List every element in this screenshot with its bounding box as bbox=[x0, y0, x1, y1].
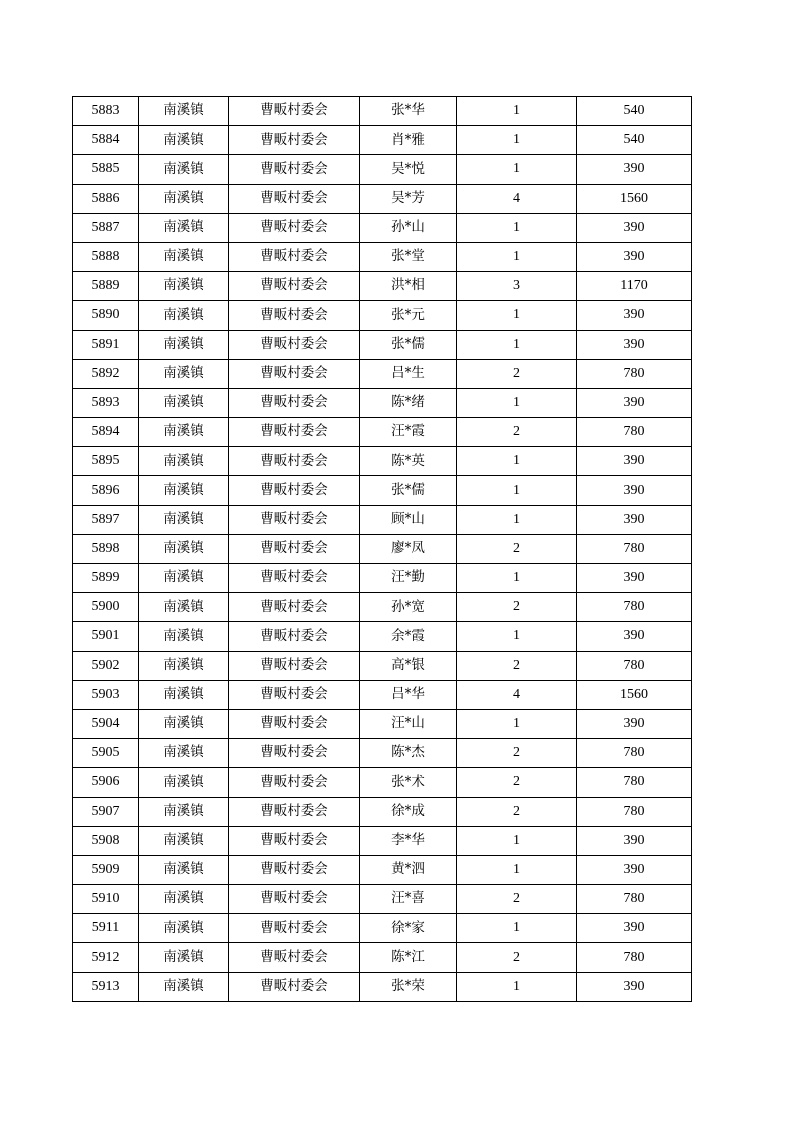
table-row bbox=[73, 564, 692, 593]
cell-person-name: 徐*成 bbox=[360, 797, 457, 826]
cell-town: 南溪镇 bbox=[139, 534, 229, 563]
cell-town: 南溪镇 bbox=[139, 242, 229, 271]
cell-amount: 390 bbox=[577, 301, 692, 330]
cell-village-committee: 曹畈村委会 bbox=[229, 272, 360, 301]
cell-serial-number: 5901 bbox=[73, 622, 139, 651]
cell-town: 南溪镇 bbox=[139, 943, 229, 972]
cell-household-count: 1 bbox=[457, 126, 577, 155]
cell-person-name: 张*荣 bbox=[360, 972, 457, 1001]
cell-serial-number: 5913 bbox=[73, 972, 139, 1001]
cell-village-committee: 曹畈村委会 bbox=[229, 155, 360, 184]
cell-amount: 540 bbox=[577, 97, 692, 126]
cell-amount: 390 bbox=[577, 330, 692, 359]
cell-household-count: 1 bbox=[457, 388, 577, 417]
cell-household-count: 1 bbox=[457, 97, 577, 126]
cell-village-committee: 曹畈村委会 bbox=[229, 826, 360, 855]
cell-person-name: 陈*绪 bbox=[360, 388, 457, 417]
cell-village-committee: 曹畈村委会 bbox=[229, 680, 360, 709]
table-row bbox=[73, 126, 692, 155]
cell-person-name: 廖*凤 bbox=[360, 534, 457, 563]
roster-table-body bbox=[73, 97, 692, 1002]
cell-town: 南溪镇 bbox=[139, 447, 229, 476]
cell-town: 南溪镇 bbox=[139, 914, 229, 943]
table-row bbox=[73, 330, 692, 359]
cell-serial-number: 5910 bbox=[73, 885, 139, 914]
cell-serial-number: 5903 bbox=[73, 680, 139, 709]
cell-town: 南溪镇 bbox=[139, 972, 229, 1001]
cell-amount: 780 bbox=[577, 797, 692, 826]
cell-village-committee: 曹畈村委会 bbox=[229, 505, 360, 534]
cell-village-committee: 曹畈村委会 bbox=[229, 739, 360, 768]
cell-person-name: 张*元 bbox=[360, 301, 457, 330]
table-row bbox=[73, 797, 692, 826]
cell-person-name: 洪*相 bbox=[360, 272, 457, 301]
cell-town: 南溪镇 bbox=[139, 184, 229, 213]
cell-household-count: 2 bbox=[457, 359, 577, 388]
cell-village-committee: 曹畈村委会 bbox=[229, 768, 360, 797]
cell-serial-number: 5908 bbox=[73, 826, 139, 855]
cell-town: 南溪镇 bbox=[139, 97, 229, 126]
cell-serial-number: 5899 bbox=[73, 564, 139, 593]
cell-household-count: 2 bbox=[457, 885, 577, 914]
cell-serial-number: 5911 bbox=[73, 914, 139, 943]
cell-village-committee: 曹畈村委会 bbox=[229, 447, 360, 476]
cell-serial-number: 5883 bbox=[73, 97, 139, 126]
cell-amount: 780 bbox=[577, 943, 692, 972]
table-row bbox=[73, 97, 692, 126]
table-row bbox=[73, 855, 692, 884]
cell-village-committee: 曹畈村委会 bbox=[229, 564, 360, 593]
cell-person-name: 汪*山 bbox=[360, 709, 457, 738]
cell-household-count: 2 bbox=[457, 768, 577, 797]
cell-amount: 780 bbox=[577, 739, 692, 768]
cell-amount: 540 bbox=[577, 126, 692, 155]
cell-serial-number: 5886 bbox=[73, 184, 139, 213]
cell-town: 南溪镇 bbox=[139, 418, 229, 447]
cell-amount: 390 bbox=[577, 476, 692, 505]
cell-serial-number: 5896 bbox=[73, 476, 139, 505]
cell-household-count: 1 bbox=[457, 914, 577, 943]
cell-person-name: 高*银 bbox=[360, 651, 457, 680]
table-row bbox=[73, 593, 692, 622]
table-row bbox=[73, 534, 692, 563]
table-row bbox=[73, 388, 692, 417]
cell-household-count: 1 bbox=[457, 242, 577, 271]
cell-person-name: 陈*杰 bbox=[360, 739, 457, 768]
cell-village-committee: 曹畈村委会 bbox=[229, 418, 360, 447]
cell-town: 南溪镇 bbox=[139, 855, 229, 884]
cell-person-name: 陈*英 bbox=[360, 447, 457, 476]
table-row bbox=[73, 301, 692, 330]
cell-village-committee: 曹畈村委会 bbox=[229, 593, 360, 622]
cell-town: 南溪镇 bbox=[139, 709, 229, 738]
cell-amount: 390 bbox=[577, 447, 692, 476]
cell-amount: 780 bbox=[577, 359, 692, 388]
cell-serial-number: 5893 bbox=[73, 388, 139, 417]
cell-amount: 390 bbox=[577, 155, 692, 184]
cell-serial-number: 5888 bbox=[73, 242, 139, 271]
cell-household-count: 4 bbox=[457, 680, 577, 709]
table-row bbox=[73, 447, 692, 476]
cell-village-committee: 曹畈村委会 bbox=[229, 885, 360, 914]
cell-village-committee: 曹畈村委会 bbox=[229, 651, 360, 680]
cell-village-committee: 曹畈村委会 bbox=[229, 242, 360, 271]
cell-town: 南溪镇 bbox=[139, 797, 229, 826]
cell-household-count: 4 bbox=[457, 184, 577, 213]
cell-town: 南溪镇 bbox=[139, 768, 229, 797]
table-row bbox=[73, 709, 692, 738]
cell-household-count: 3 bbox=[457, 272, 577, 301]
cell-serial-number: 5892 bbox=[73, 359, 139, 388]
cell-village-committee: 曹畈村委会 bbox=[229, 943, 360, 972]
cell-amount: 1560 bbox=[577, 184, 692, 213]
cell-town: 南溪镇 bbox=[139, 272, 229, 301]
cell-household-count: 1 bbox=[457, 447, 577, 476]
cell-serial-number: 5884 bbox=[73, 126, 139, 155]
cell-town: 南溪镇 bbox=[139, 885, 229, 914]
cell-person-name: 张*儒 bbox=[360, 476, 457, 505]
cell-town: 南溪镇 bbox=[139, 826, 229, 855]
cell-household-count: 2 bbox=[457, 593, 577, 622]
cell-village-committee: 曹畈村委会 bbox=[229, 359, 360, 388]
cell-person-name: 肖*雅 bbox=[360, 126, 457, 155]
cell-serial-number: 5912 bbox=[73, 943, 139, 972]
cell-serial-number: 5900 bbox=[73, 593, 139, 622]
cell-serial-number: 5906 bbox=[73, 768, 139, 797]
cell-household-count: 2 bbox=[457, 797, 577, 826]
cell-person-name: 孙*山 bbox=[360, 213, 457, 242]
cell-amount: 780 bbox=[577, 768, 692, 797]
cell-person-name: 张*儒 bbox=[360, 330, 457, 359]
cell-amount: 390 bbox=[577, 826, 692, 855]
cell-village-committee: 曹畈村委会 bbox=[229, 388, 360, 417]
cell-village-committee: 曹畈村委会 bbox=[229, 301, 360, 330]
table-row bbox=[73, 680, 692, 709]
cell-person-name: 汪*喜 bbox=[360, 885, 457, 914]
cell-serial-number: 5891 bbox=[73, 330, 139, 359]
cell-town: 南溪镇 bbox=[139, 126, 229, 155]
table-row bbox=[73, 359, 692, 388]
roster-table bbox=[72, 96, 692, 1002]
cell-town: 南溪镇 bbox=[139, 330, 229, 359]
cell-person-name: 张*术 bbox=[360, 768, 457, 797]
cell-person-name: 李*华 bbox=[360, 826, 457, 855]
cell-town: 南溪镇 bbox=[139, 593, 229, 622]
cell-town: 南溪镇 bbox=[139, 213, 229, 242]
cell-village-committee: 曹畈村委会 bbox=[229, 534, 360, 563]
cell-village-committee: 曹畈村委会 bbox=[229, 709, 360, 738]
cell-person-name: 吕*生 bbox=[360, 359, 457, 388]
cell-serial-number: 5890 bbox=[73, 301, 139, 330]
cell-household-count: 2 bbox=[457, 534, 577, 563]
cell-village-committee: 曹畈村委会 bbox=[229, 213, 360, 242]
cell-town: 南溪镇 bbox=[139, 739, 229, 768]
cell-household-count: 1 bbox=[457, 709, 577, 738]
cell-person-name: 徐*家 bbox=[360, 914, 457, 943]
table-row bbox=[73, 476, 692, 505]
cell-household-count: 2 bbox=[457, 943, 577, 972]
cell-serial-number: 5895 bbox=[73, 447, 139, 476]
cell-household-count: 1 bbox=[457, 564, 577, 593]
cell-household-count: 1 bbox=[457, 155, 577, 184]
cell-serial-number: 5905 bbox=[73, 739, 139, 768]
table-row bbox=[73, 826, 692, 855]
cell-village-committee: 曹畈村委会 bbox=[229, 797, 360, 826]
cell-household-count: 2 bbox=[457, 739, 577, 768]
cell-person-name: 顾*山 bbox=[360, 505, 457, 534]
cell-amount: 780 bbox=[577, 651, 692, 680]
cell-person-name: 吴*芳 bbox=[360, 184, 457, 213]
cell-town: 南溪镇 bbox=[139, 388, 229, 417]
cell-household-count: 1 bbox=[457, 622, 577, 651]
cell-household-count: 2 bbox=[457, 651, 577, 680]
cell-amount: 390 bbox=[577, 213, 692, 242]
table-row bbox=[73, 505, 692, 534]
table-row bbox=[73, 213, 692, 242]
cell-town: 南溪镇 bbox=[139, 301, 229, 330]
cell-amount: 1560 bbox=[577, 680, 692, 709]
cell-amount: 780 bbox=[577, 534, 692, 563]
cell-person-name: 汪*霞 bbox=[360, 418, 457, 447]
table-row bbox=[73, 885, 692, 914]
cell-amount: 390 bbox=[577, 972, 692, 1001]
cell-household-count: 2 bbox=[457, 418, 577, 447]
cell-town: 南溪镇 bbox=[139, 564, 229, 593]
table-row bbox=[73, 768, 692, 797]
cell-town: 南溪镇 bbox=[139, 359, 229, 388]
cell-person-name: 张*堂 bbox=[360, 242, 457, 271]
cell-town: 南溪镇 bbox=[139, 476, 229, 505]
cell-amount: 780 bbox=[577, 593, 692, 622]
cell-serial-number: 5897 bbox=[73, 505, 139, 534]
cell-serial-number: 5887 bbox=[73, 213, 139, 242]
cell-household-count: 1 bbox=[457, 330, 577, 359]
cell-household-count: 1 bbox=[457, 972, 577, 1001]
cell-serial-number: 5902 bbox=[73, 651, 139, 680]
table-row bbox=[73, 184, 692, 213]
cell-village-committee: 曹畈村委会 bbox=[229, 855, 360, 884]
cell-town: 南溪镇 bbox=[139, 155, 229, 184]
table-row bbox=[73, 651, 692, 680]
cell-serial-number: 5904 bbox=[73, 709, 139, 738]
table-row bbox=[73, 242, 692, 271]
cell-person-name: 汪*勤 bbox=[360, 564, 457, 593]
cell-household-count: 1 bbox=[457, 855, 577, 884]
table-row bbox=[73, 155, 692, 184]
cell-village-committee: 曹畈村委会 bbox=[229, 972, 360, 1001]
cell-household-count: 1 bbox=[457, 301, 577, 330]
cell-village-committee: 曹畈村委会 bbox=[229, 622, 360, 651]
cell-amount: 390 bbox=[577, 709, 692, 738]
cell-person-name: 吕*华 bbox=[360, 680, 457, 709]
cell-amount: 390 bbox=[577, 388, 692, 417]
cell-town: 南溪镇 bbox=[139, 680, 229, 709]
cell-town: 南溪镇 bbox=[139, 505, 229, 534]
cell-amount: 390 bbox=[577, 564, 692, 593]
cell-village-committee: 曹畈村委会 bbox=[229, 184, 360, 213]
cell-household-count: 1 bbox=[457, 826, 577, 855]
cell-serial-number: 5885 bbox=[73, 155, 139, 184]
cell-person-name: 陈*江 bbox=[360, 943, 457, 972]
cell-person-name: 张*华 bbox=[360, 97, 457, 126]
cell-village-committee: 曹畈村委会 bbox=[229, 476, 360, 505]
cell-village-committee: 曹畈村委会 bbox=[229, 97, 360, 126]
cell-person-name: 孙*宽 bbox=[360, 593, 457, 622]
cell-amount: 390 bbox=[577, 855, 692, 884]
cell-person-name: 余*霞 bbox=[360, 622, 457, 651]
cell-town: 南溪镇 bbox=[139, 622, 229, 651]
cell-amount: 780 bbox=[577, 885, 692, 914]
cell-amount: 780 bbox=[577, 418, 692, 447]
cell-amount: 390 bbox=[577, 914, 692, 943]
cell-amount: 390 bbox=[577, 242, 692, 271]
cell-amount: 1170 bbox=[577, 272, 692, 301]
cell-household-count: 1 bbox=[457, 476, 577, 505]
cell-person-name: 吴*悦 bbox=[360, 155, 457, 184]
table-row bbox=[73, 418, 692, 447]
cell-village-committee: 曹畈村委会 bbox=[229, 330, 360, 359]
table-row bbox=[73, 914, 692, 943]
table-row bbox=[73, 739, 692, 768]
cell-amount: 390 bbox=[577, 505, 692, 534]
cell-serial-number: 5889 bbox=[73, 272, 139, 301]
cell-serial-number: 5907 bbox=[73, 797, 139, 826]
cell-serial-number: 5894 bbox=[73, 418, 139, 447]
table-row bbox=[73, 943, 692, 972]
table-row bbox=[73, 272, 692, 301]
cell-village-committee: 曹畈村委会 bbox=[229, 126, 360, 155]
cell-serial-number: 5909 bbox=[73, 855, 139, 884]
cell-village-committee: 曹畈村委会 bbox=[229, 914, 360, 943]
table-row bbox=[73, 972, 692, 1001]
cell-person-name: 黄*泗 bbox=[360, 855, 457, 884]
cell-household-count: 1 bbox=[457, 213, 577, 242]
table-row bbox=[73, 622, 692, 651]
cell-town: 南溪镇 bbox=[139, 651, 229, 680]
cell-serial-number: 5898 bbox=[73, 534, 139, 563]
cell-household-count: 1 bbox=[457, 505, 577, 534]
cell-amount: 390 bbox=[577, 622, 692, 651]
